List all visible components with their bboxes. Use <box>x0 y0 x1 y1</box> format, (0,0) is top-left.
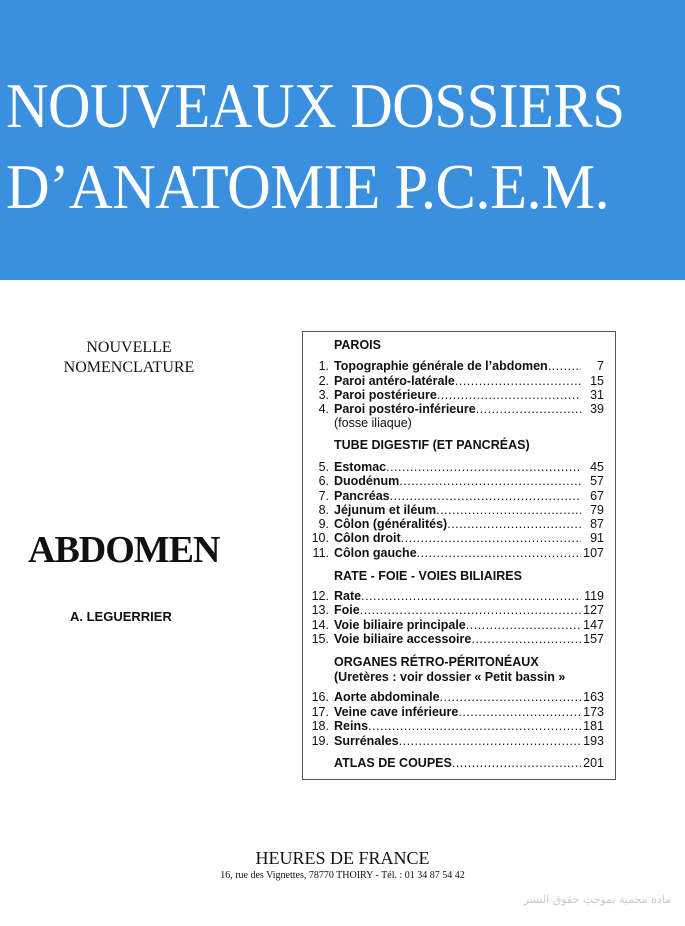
toc-entry-title: Côlon gauche <box>334 546 417 560</box>
toc-entry-page: 31 <box>590 388 604 402</box>
toc-entry-page: 157 <box>583 632 604 646</box>
toc-entry-page: 163 <box>583 690 604 704</box>
toc-entry <box>303 489 612 504</box>
toc-entry <box>303 359 612 374</box>
toc-entry <box>303 589 612 604</box>
toc-entry-page: 119 <box>584 589 604 603</box>
toc-entry <box>303 719 612 734</box>
toc-entry-number: 5. <box>318 460 329 474</box>
toc-entry-title: Voie biliaire accessoire <box>334 632 472 646</box>
nomenclature-line-2: NOMENCLATURE <box>63 359 195 376</box>
toc-entry-number: 18. <box>311 719 329 733</box>
toc-entry-number: 16. <box>311 690 329 704</box>
toc-section-tube-digestif: TUBE DIGESTIF (ET PANCRÉAS) <box>334 438 530 452</box>
toc-section-rate-foie: RATE - FOIE - VOIES BILIAIRES <box>334 569 522 583</box>
toc-entry-number: 1. <box>318 359 329 373</box>
toc-entry-number: 14. <box>311 618 329 632</box>
toc-entry-number: 10. <box>311 531 329 545</box>
toc-entry-title: Foie <box>334 603 360 617</box>
toc-entry-title: Veine cave inférieure <box>334 705 459 719</box>
toc-entry-page: 67 <box>590 489 604 503</box>
toc-entry-title: Paroi antéro-latérale <box>334 374 455 388</box>
toc-entry-number: 15. <box>311 632 329 646</box>
toc-entry-title: ATLAS DE COUPES <box>334 756 452 770</box>
toc-entry <box>303 734 612 749</box>
author-name: A. LEGUERRIER <box>70 609 172 624</box>
toc-entry-title: Voie biliaire principale <box>334 618 466 632</box>
toc-entry <box>303 603 612 618</box>
toc-entry-title: Estomac <box>334 460 387 474</box>
toc-entry <box>303 503 612 518</box>
toc-entry-title: Surrénales <box>334 734 399 748</box>
series-title-line-2: D’ANATOMIE P.C.E.M. <box>6 151 610 222</box>
toc-entry-page: 193 <box>583 734 604 748</box>
toc-entry-page: 91 <box>590 531 604 545</box>
nomenclature-label <box>54 338 204 378</box>
toc-entry-number: 7. <box>318 489 329 503</box>
toc-entry <box>303 705 612 720</box>
toc-entry-title: Topographie générale de l’abdomen <box>334 359 548 373</box>
toc-entry-title: Côlon droit <box>334 531 401 545</box>
toc-entry-number: 3. <box>318 388 329 402</box>
toc-entry-number: 9. <box>318 517 329 531</box>
publisher-address: 16, rue des Vignettes, 78770 THOIRY - Tél. : 01 34 87 54 42 <box>220 870 465 881</box>
toc-entry-number: 12. <box>311 589 329 603</box>
toc-entry-title: Jéjunum et iléum <box>334 503 437 517</box>
toc-entry <box>303 474 612 489</box>
toc-section-parois: PAROIS <box>334 338 381 352</box>
toc-entry-number: 11. <box>312 546 329 560</box>
toc-entry-page: 87 <box>590 517 604 531</box>
toc-entry-title: Paroi postéro-inférieure <box>334 402 476 416</box>
toc-entry-title: Pancréas <box>334 489 390 503</box>
toc-entry <box>303 460 612 475</box>
series-title-line-1: NOUVEAUX DOSSIERS <box>6 70 625 141</box>
toc-entry-page: 107 <box>583 546 604 560</box>
toc-entry-note: (fosse iliaque) <box>334 416 412 430</box>
toc-entry-title: Duodénum <box>334 474 400 488</box>
toc-entry-page: 7 <box>597 359 604 373</box>
toc-entry <box>303 517 612 532</box>
toc-section-organes: ORGANES RÉTRO-PÉRITONÉAUX <box>334 655 539 669</box>
book-subject: ABDOMEN <box>28 529 220 571</box>
toc-entry-page: 147 <box>583 618 604 632</box>
toc-entry-page: 173 <box>583 705 604 719</box>
toc-entry <box>303 618 612 633</box>
toc-entry-atlas <box>303 756 612 771</box>
title-banner <box>0 0 685 280</box>
toc-entry-number: 13. <box>311 603 329 617</box>
toc-entry <box>303 632 612 647</box>
toc-entry-title: Côlon (généralités) <box>334 517 448 531</box>
toc-entry-page: 45 <box>590 460 604 474</box>
toc-entry-title: Aorte abdominale <box>334 690 440 704</box>
toc-entry-page: 15 <box>590 374 604 388</box>
toc-entry <box>303 531 612 546</box>
toc-entry-page: 79 <box>590 503 604 517</box>
toc-entry-title: Paroi postérieure <box>334 388 437 402</box>
toc-entry <box>303 690 612 705</box>
toc-entry <box>303 546 612 561</box>
toc-entry <box>303 374 612 389</box>
toc-entry-page: 57 <box>590 474 604 488</box>
toc-entry-number: 17. <box>311 705 329 719</box>
toc-entry-page: 39 <box>590 402 604 416</box>
toc-entry-number: 19. <box>311 734 329 748</box>
toc-entry-page: 181 <box>583 719 604 733</box>
toc-entry-number: 6. <box>318 474 329 488</box>
toc-entry-title: Rate <box>334 589 362 603</box>
toc-section-ureteres: (Uretères : voir dossier « Petit bassin » <box>334 670 566 684</box>
table-of-contents <box>302 331 616 780</box>
toc-entry-page: 127 <box>583 603 604 617</box>
toc-entry <box>303 388 612 403</box>
toc-entry-number: 8. <box>318 503 329 517</box>
toc-entry-number: 4. <box>318 402 329 416</box>
toc-entry <box>303 402 612 417</box>
nomenclature-line-1: NOUVELLE <box>86 339 172 356</box>
toc-entry-page: 201 <box>583 756 604 770</box>
copyright-watermark: مادة محمية بموجب حقوق النشر <box>523 893 671 906</box>
toc-entry-title: Reins <box>334 719 369 733</box>
publisher-name: HEURES DE FRANCE <box>255 848 430 868</box>
toc-entry-number: 2. <box>318 374 329 388</box>
